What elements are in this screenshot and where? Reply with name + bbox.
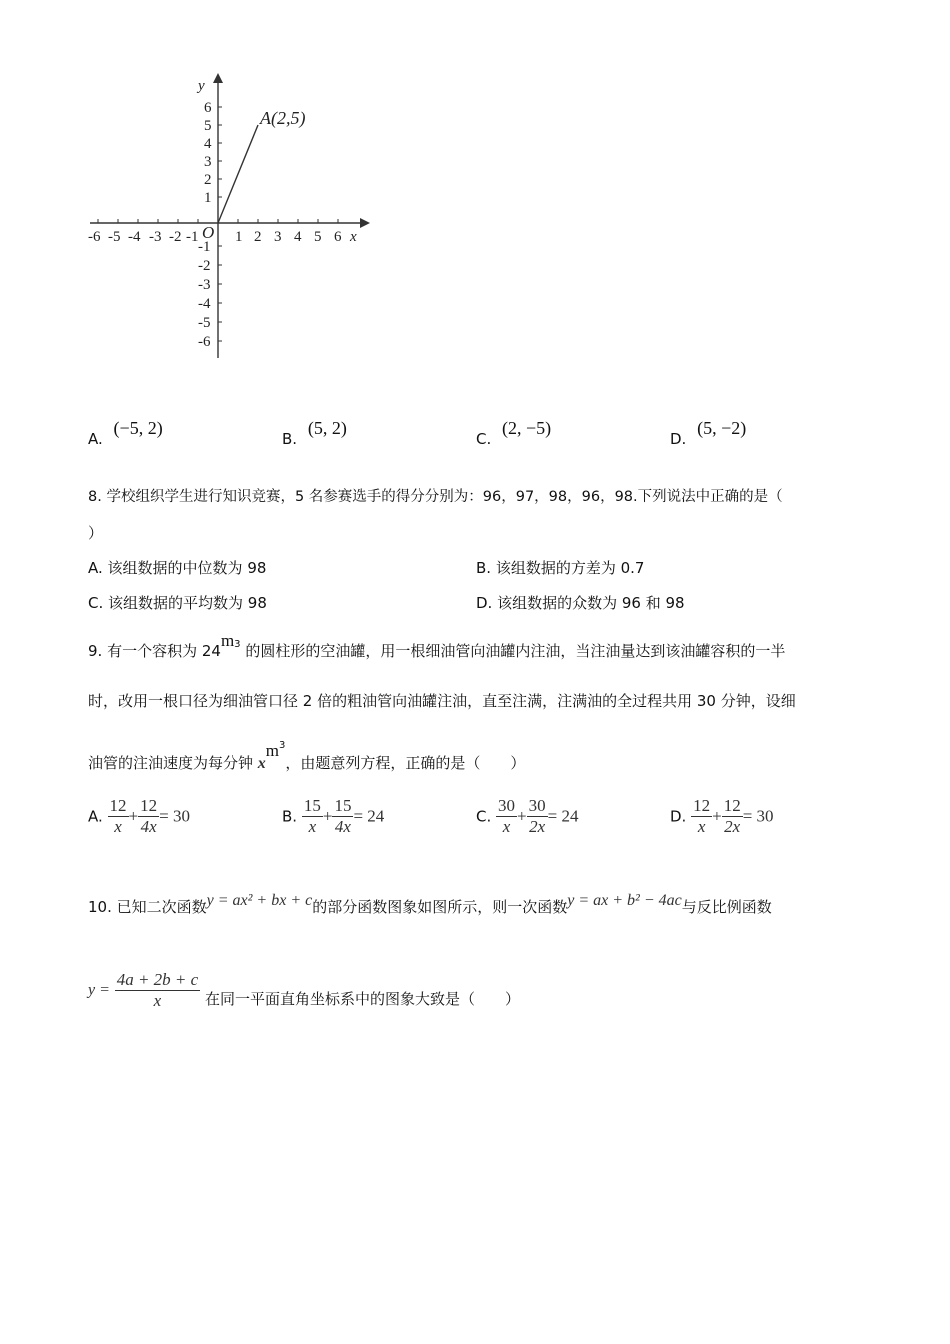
x-tick-label: -3 — [149, 229, 162, 245]
q10-stem-line1: 10. 已知二次函数y = ax² + bx + c的部分函数图象如图所示，则一次函数y = ax + b² − 4ac与反比例函数 — [88, 892, 772, 916]
q9-option-c[interactable]: C. $\frac{30}{x}$ + $\frac{30}{2x}$ = 24 — [476, 796, 579, 836]
option-value: (2, −5) — [502, 418, 552, 438]
y-axis-label: y — [198, 78, 205, 94]
q7-option-b[interactable] — [282, 418, 347, 449]
x-tick-label: 3 — [274, 229, 282, 245]
coordinate-graph — [80, 70, 380, 370]
y-tick-label: -6 — [198, 334, 211, 350]
q9-option-b[interactable]: B. $\frac{15}{x}$ + $\frac{15}{4x}$ = 24 — [282, 796, 385, 836]
q9-option-d[interactable]: D. $\frac{12}{x}$ + $\frac{12}{2x}$ = 30 — [670, 796, 774, 836]
x-tick-label: -2 — [169, 229, 182, 245]
option-value: (5, −2) — [697, 418, 747, 438]
q7-option-a[interactable] — [88, 418, 163, 449]
x-axis-arrow — [360, 218, 370, 228]
q9-stem-line1: 9. 有一个容积为 $24m^3$ 的圆柱形的空油罐，用一根细油管向油罐内注油，当注油量达到该油罐容积的一半 — [88, 631, 786, 660]
y-tick-label: 6 — [204, 100, 212, 116]
y-tick-label: -3 — [198, 277, 211, 293]
y-tick-label: 5 — [204, 118, 212, 134]
q8-option-a[interactable]: A. 该组数据的中位数为 98 — [88, 559, 267, 577]
x-axis-label: x — [350, 229, 357, 245]
y-axis-arrow — [213, 73, 223, 83]
q9-option-a[interactable]: A. $\frac{12}{x}$ + $\frac{12}{4x}$ = 30 — [88, 796, 190, 836]
y-tick-label: -5 — [198, 315, 211, 331]
y-tick-label: 2 — [204, 172, 212, 188]
x-tick-label: 4 — [294, 229, 302, 245]
q8-option-d[interactable]: D. 该组数据的众数为 96 和 98 — [476, 594, 685, 612]
x-tick-label: 1 — [235, 229, 243, 245]
option-letter: A. — [88, 430, 103, 448]
x-tick-label: 6 — [334, 229, 342, 245]
q9-stem-line3: 油管的注油速度为每分钟 $xm^3$，由题意列方程，正确的是（ ） — [88, 740, 526, 772]
q7-option-d[interactable] — [670, 418, 747, 449]
y-tick-label: 3 — [204, 154, 212, 170]
x-tick-label: -4 — [128, 229, 141, 245]
x-tick-label: -6 — [88, 229, 101, 245]
origin-label: O — [202, 223, 215, 242]
q8-option-c[interactable]: C. 该组数据的平均数为 98 — [88, 594, 267, 612]
y-tick-label: 4 — [204, 136, 212, 152]
option-value: (5, 2) — [307, 418, 347, 438]
q10-stem-line2: y = $\frac{4a + 2b + c}{x}$ 在同一平面直角坐标系中的图象大致是（ ） — [88, 970, 520, 1010]
x-tick-label: -5 — [108, 229, 121, 245]
y-tick-label: -1 — [198, 239, 211, 255]
q8-option-b[interactable]: B. 该组数据的方差为 0.7 — [476, 559, 645, 577]
option-letter: C. — [476, 430, 492, 448]
q7-option-c[interactable] — [476, 418, 552, 449]
y-tick-label: -4 — [198, 296, 211, 312]
x-tick-label: 2 — [254, 229, 262, 245]
x-tick-label: -1 — [186, 229, 199, 245]
segment-OA — [218, 125, 258, 223]
option-letter: B. — [282, 430, 298, 448]
y-tick-label: -2 — [198, 258, 211, 274]
q8-stem-line1: 8. 学校组织学生进行知识竞赛，5 名参赛选手的得分分别为：96，97，98，96，98.下列说法中正确的是（ — [88, 489, 783, 505]
option-value: (−5, 2) — [113, 418, 163, 438]
option-letter: D. — [670, 430, 687, 448]
q8-stem-line2: ） — [88, 524, 104, 542]
point-A-label: A(2,5) — [260, 108, 306, 128]
q9-stem-line2: 时，改用一根口径为细油管口径 2 倍的粗油管向油罐注油，直至注满，注满油的全过程共用 30 分钟，设细 — [88, 692, 796, 710]
y-tick-label: 1 — [204, 190, 212, 206]
x-tick-label: 5 — [314, 229, 322, 245]
